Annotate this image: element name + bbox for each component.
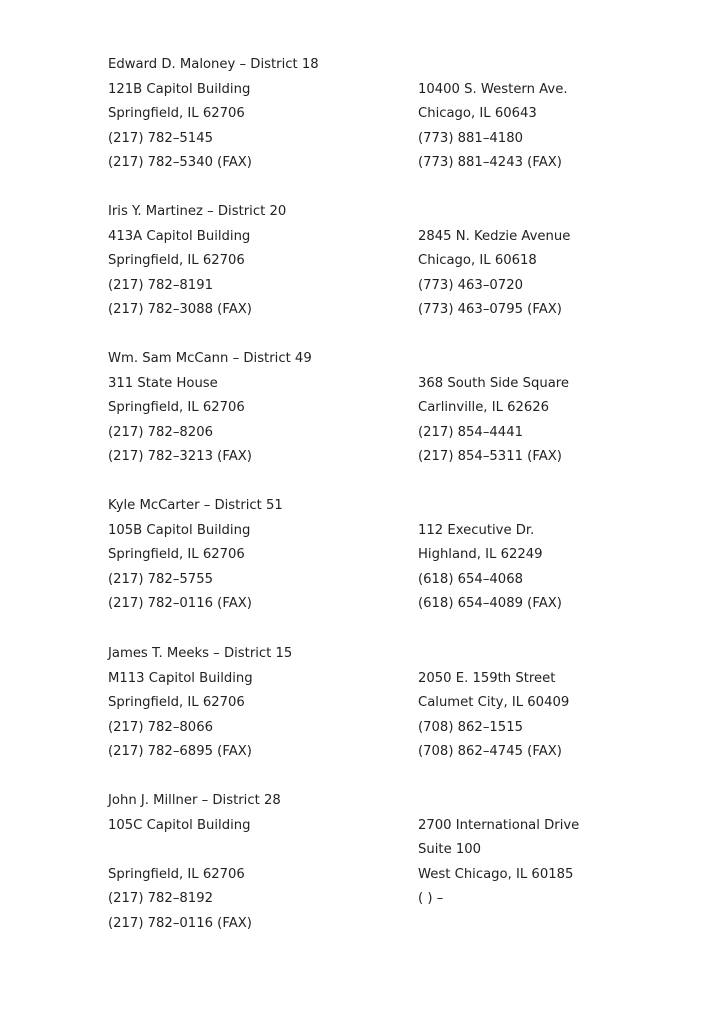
district-phone: (773) 463–0720 <box>418 277 523 293</box>
office-address-line: 105B Capitol Building <box>108 522 251 538</box>
office-phone: (217) 782–5755 <box>108 571 213 587</box>
office-city-line: Springfield, IL 62706 <box>108 695 245 710</box>
district-fax: (618) 654–4089 (FAX) <box>418 596 562 611</box>
district-phone: (773) 881–4180 <box>418 130 523 146</box>
legislator-name: Edward D. Maloney – District 18 <box>108 57 319 72</box>
legislator-name: James T. Meeks – District 15 <box>108 646 293 661</box>
office-phone: (217) 782–8066 <box>108 719 213 735</box>
district-city-line: Carlinville, IL 62626 <box>418 400 550 415</box>
office-address-line: 105C Capitol Building <box>108 817 251 833</box>
office-city-line: Springfield, IL 62706 <box>108 106 245 121</box>
district-fax: (708) 862–4745 (FAX) <box>418 744 562 759</box>
office-fax: (217) 782–3088 (FAX) <box>108 302 252 317</box>
office-fax: (217) 782–3213 (FAX) <box>108 449 252 464</box>
office-fax: (217) 782–0116 (FAX) <box>108 915 252 931</box>
office-phone: (217) 782–5145 <box>108 130 213 146</box>
office-phone: (217) 782–8206 <box>108 424 213 440</box>
office-fax: (217) 782–5340 (FAX) <box>108 155 252 170</box>
district-address-line: 368 South Side Square <box>418 375 570 391</box>
district-fax: (217) 854–5311 (FAX) <box>418 449 562 464</box>
legislator-name: Kyle McCarter – District 51 <box>108 498 283 513</box>
district-phone: ( ) – <box>418 891 444 906</box>
district-address-line: 112 Executive Dr. <box>418 522 535 538</box>
office-city-line: Springfield, IL 62706 <box>108 253 245 268</box>
office-address-line: M113 Capitol Building <box>108 670 253 686</box>
district-city-line: Highland, IL 62249 <box>418 547 543 562</box>
office-fax: (217) 782–0116 (FAX) <box>108 596 252 611</box>
district-city-line: Calumet City, IL 60409 <box>418 695 570 710</box>
district-phone: (217) 854–4441 <box>418 424 523 440</box>
district-city-line: Chicago, IL 60618 <box>418 253 537 268</box>
district-phone: (708) 862–1515 <box>418 719 523 735</box>
office-address-line: 311 State House <box>108 375 218 391</box>
legislator-name: John J. Millner – District 28 <box>108 793 281 808</box>
district-fax: (773) 463–0795 (FAX) <box>418 302 562 317</box>
district-city-line: Chicago, IL 60643 <box>418 106 537 121</box>
office-fax: (217) 782–6895 (FAX) <box>108 744 252 759</box>
office-phone: (217) 782–8191 <box>108 277 213 293</box>
office-phone: (217) 782–8192 <box>108 891 213 906</box>
office-city-line: Springfield, IL 62706 <box>108 547 245 562</box>
district-address-line: 2700 International Drive <box>418 817 580 833</box>
legislator-name: Wm. Sam McCann – District 49 <box>108 351 312 366</box>
district-fax: (773) 881–4243 (FAX) <box>418 155 562 170</box>
district-city-line: West Chicago, IL 60185 <box>418 866 574 882</box>
office-address-line: 121B Capitol Building <box>108 81 251 97</box>
district-phone: (618) 654–4068 <box>418 571 523 587</box>
office-city-line: Springfield, IL 62706 <box>108 400 245 415</box>
district-address-line: 2845 N. Kedzie Avenue <box>418 228 571 244</box>
district-suite-line: Suite 100 <box>418 842 482 857</box>
district-address-line: 10400 S. Western Ave. <box>418 81 568 97</box>
office-city-line: Springfield, IL 62706 <box>108 866 245 882</box>
district-address-line: 2050 E. 159th Street <box>418 670 556 686</box>
office-address-line: 413A Capitol Building <box>108 228 251 244</box>
legislator-name: Iris Y. Martinez – District 20 <box>108 204 287 219</box>
